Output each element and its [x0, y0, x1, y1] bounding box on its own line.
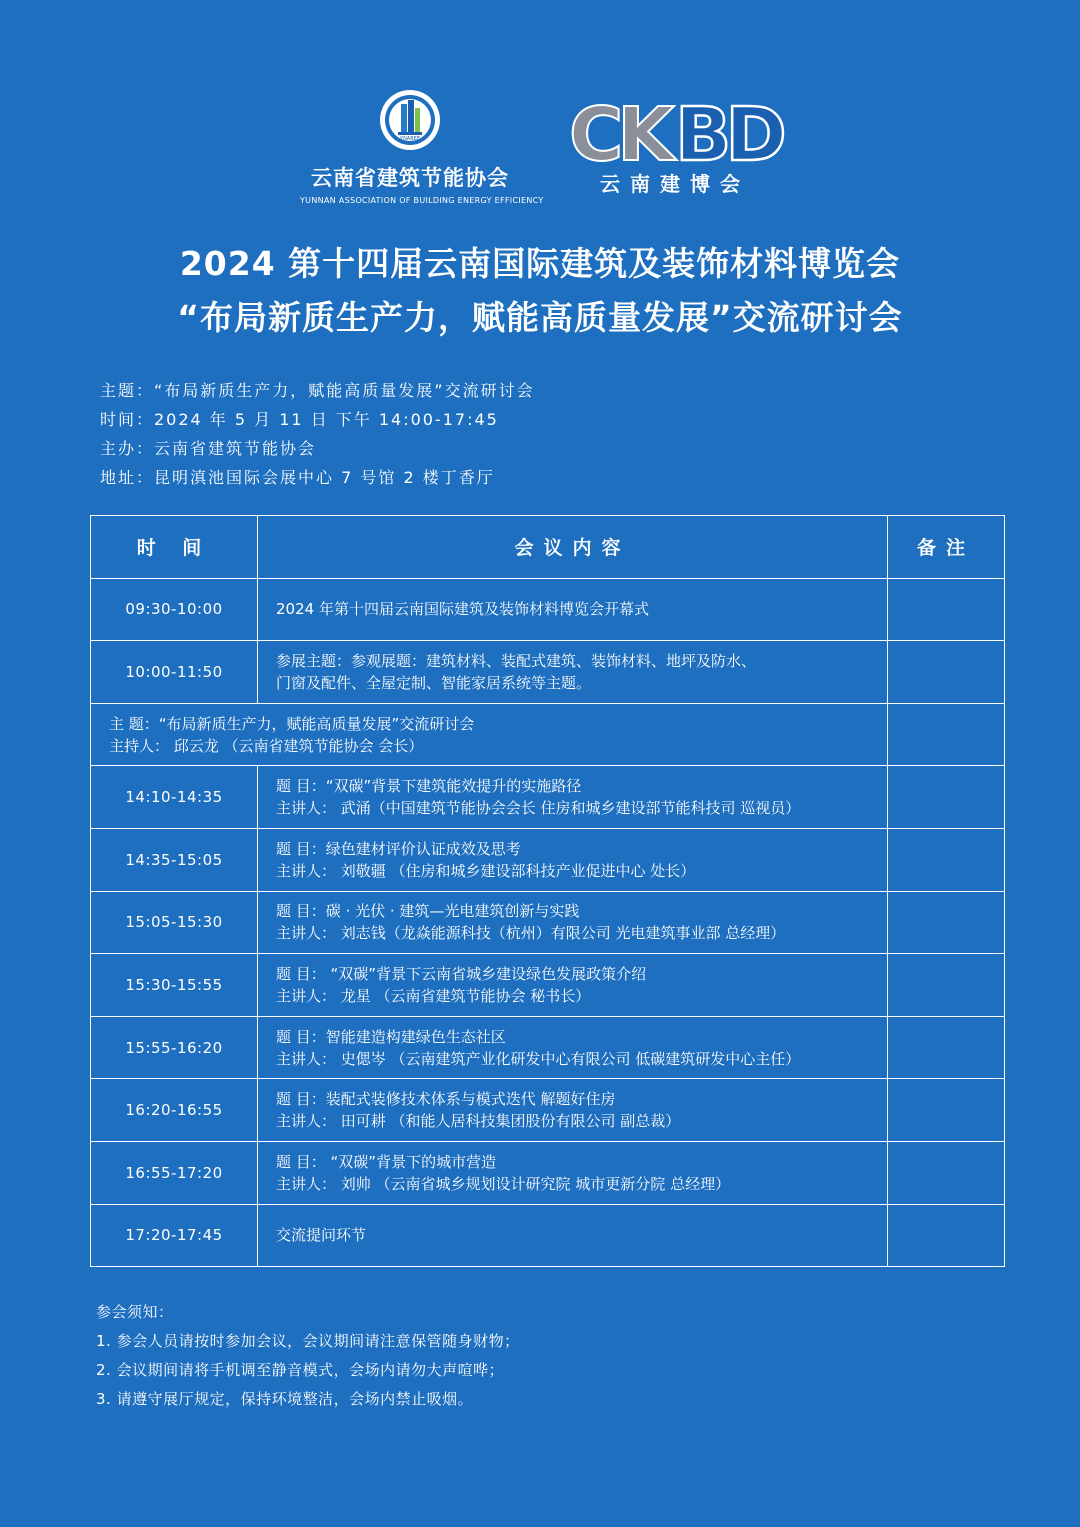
row-speaker: 主讲人： 龙星 （云南省建筑节能协会 秘书长） [276, 986, 591, 1005]
association-name-en: YUNNAN ASSOCIATION OF BUILDING ENERGY EFFICIENCY [300, 196, 544, 205]
header-note: 备注 [888, 516, 1005, 579]
ckbd-logo [560, 98, 790, 197]
row-speaker: 主讲人： 武涌（中国建筑节能协会会长 住房和城乡建设部节能科技司 巡视员） [276, 799, 801, 818]
row-note [888, 1079, 1005, 1142]
row-speaker: 主讲人： 田可耕 （和能人居科技集团股份有限公司 副总裁） [276, 1112, 681, 1131]
row-content [258, 954, 888, 1017]
row-topic: 题 目：智能建造构建绿色生态社区 [276, 1027, 506, 1046]
row-content [258, 641, 888, 704]
table-row [91, 828, 1005, 891]
table-row [91, 1141, 1005, 1204]
notice-item: 2. 会议期间请将手机调至静音模式，会场内请勿大声喧哗； [96, 1361, 505, 1379]
table-header-row [91, 516, 1005, 579]
table-row [91, 641, 1005, 704]
row-topic: 题 目： “双碳”背景下云南省城乡建设绿色发展政策介绍 [276, 964, 647, 983]
notice-item: 1. 参会人员请按时参加会议，会议期间请注意保管随身财物； [96, 1332, 520, 1350]
association-emblem-icon [378, 88, 442, 152]
table-row [91, 578, 1005, 641]
row-content [258, 1016, 888, 1079]
event-info [100, 376, 535, 492]
row-note [888, 703, 1005, 766]
association-name-cn: 云南省建筑节能协会 [311, 166, 509, 190]
row-content-line: 2024 年第十四届云南国际建筑及装饰材料博览会开幕式 [276, 600, 649, 619]
row-speaker: 主讲人： 刘帅 （云南省城乡规划设计研究院 城市更新分院 总经理） [276, 1174, 731, 1193]
ckbd-mark [565, 98, 785, 170]
session-host: 主持人： 邱云龙 （云南省建筑节能协会 会长） [109, 736, 424, 755]
row-note [888, 1016, 1005, 1079]
row-note [888, 1204, 1005, 1267]
info-address: 地址：昆明滇池国际会展中心 7 号馆 2 楼丁香厅 [100, 468, 495, 487]
agenda-table [90, 515, 1005, 1267]
row-time: 15:05-15:30 [91, 891, 258, 954]
row-content-line: 门窗及配件、全屋定制、智能家居系统等主题。 [276, 673, 592, 692]
row-topic: 题 目：碳 · 光伏 · 建筑—光电建筑创新与实践 [276, 902, 580, 921]
svg-text:CK: CK [569, 98, 669, 170]
row-content [258, 1079, 888, 1142]
table-row [91, 1204, 1005, 1267]
row-content-line: 参展主题：参观展题：建筑材料、装配式建筑、装饰材料、地坪及防水、 [276, 651, 757, 670]
row-speaker: 主讲人： 史偲岑 （云南建筑产业化研发中心有限公司 低碳建筑研发中心主任） [276, 1049, 801, 1068]
notice-title: 参会须知： [96, 1303, 174, 1321]
row-speaker: 主讲人： 刘敬疆 （住房和城乡建设部科技产业促进中心 处长） [276, 861, 696, 880]
row-topic: 题 目： “双碳”背景下的城市营造 [276, 1152, 497, 1171]
row-note [888, 766, 1005, 829]
row-note [888, 1141, 1005, 1204]
info-time: 时间：2024 年 5 月 11 日 下午 14:00-17:45 [100, 410, 499, 429]
row-time: 09:30-10:00 [91, 578, 258, 641]
info-theme: 主题：“布局新质生产力，赋能高质量发展”交流研讨会 [100, 381, 535, 400]
notice-item: 3. 请遵守展厅规定，保持环境整洁，会场内禁止吸烟。 [96, 1390, 474, 1408]
row-content [258, 828, 888, 891]
row-content [258, 766, 888, 829]
session-info [91, 703, 888, 766]
row-time: 10:00-11:50 [91, 641, 258, 704]
attendee-notice [96, 1298, 520, 1414]
row-content-line: 交流提问环节 [276, 1226, 367, 1245]
row-content [258, 578, 888, 641]
row-speaker: 主讲人： 刘志钱（龙焱能源科技（杭州）有限公司 光电建筑事业部 总经理） [276, 924, 786, 943]
row-time: 16:20-16:55 [91, 1079, 258, 1142]
row-time: 17:20-17:45 [91, 1204, 258, 1267]
row-note [888, 578, 1005, 641]
row-time: 14:10-14:35 [91, 766, 258, 829]
session-theme: 主 题：“布局新质生产力，赋能高质量发展”交流研讨会 [109, 714, 475, 733]
ckbd-name-cn: 云南建博会 [600, 172, 750, 196]
row-topic: 题 目：绿色建材评价认证成效及思考 [276, 839, 521, 858]
table-row-session [91, 703, 1005, 766]
table-row [91, 766, 1005, 829]
row-time: 14:35-15:05 [91, 828, 258, 891]
table-row [91, 954, 1005, 1017]
table-row [91, 891, 1005, 954]
row-note [888, 954, 1005, 1017]
info-host: 主办：云南省建筑节能协会 [100, 439, 317, 458]
row-note [888, 641, 1005, 704]
header-time: 时 间 [91, 516, 258, 579]
association-logo [300, 88, 544, 205]
row-note [888, 891, 1005, 954]
row-time: 16:55-17:20 [91, 1141, 258, 1204]
row-note [888, 828, 1005, 891]
svg-text:BD: BD [675, 98, 781, 170]
table-row [91, 1079, 1005, 1142]
page-title-line1: 2024 第十四届云南国际建筑及装饰材料博览会 [179, 244, 901, 283]
row-topic: 题 目：装配式装修技术体系与模式迭代 解题好住房 [276, 1090, 616, 1109]
logos [0, 88, 1080, 218]
row-content [258, 1141, 888, 1204]
row-time: 15:55-16:20 [91, 1016, 258, 1079]
table-row [91, 1016, 1005, 1079]
row-time: 15:30-15:55 [91, 954, 258, 1017]
row-topic: 题 目：“双碳”背景下建筑能效提升的实施路径 [276, 777, 582, 796]
page-title-line2: “布局新质生产力，赋能高质量发展”交流研讨会 [177, 298, 903, 337]
row-content [258, 1204, 888, 1267]
svg-text:YNABEE: YNABEE [400, 136, 420, 142]
row-content [258, 891, 888, 954]
header-content: 会议内容 [258, 516, 888, 579]
